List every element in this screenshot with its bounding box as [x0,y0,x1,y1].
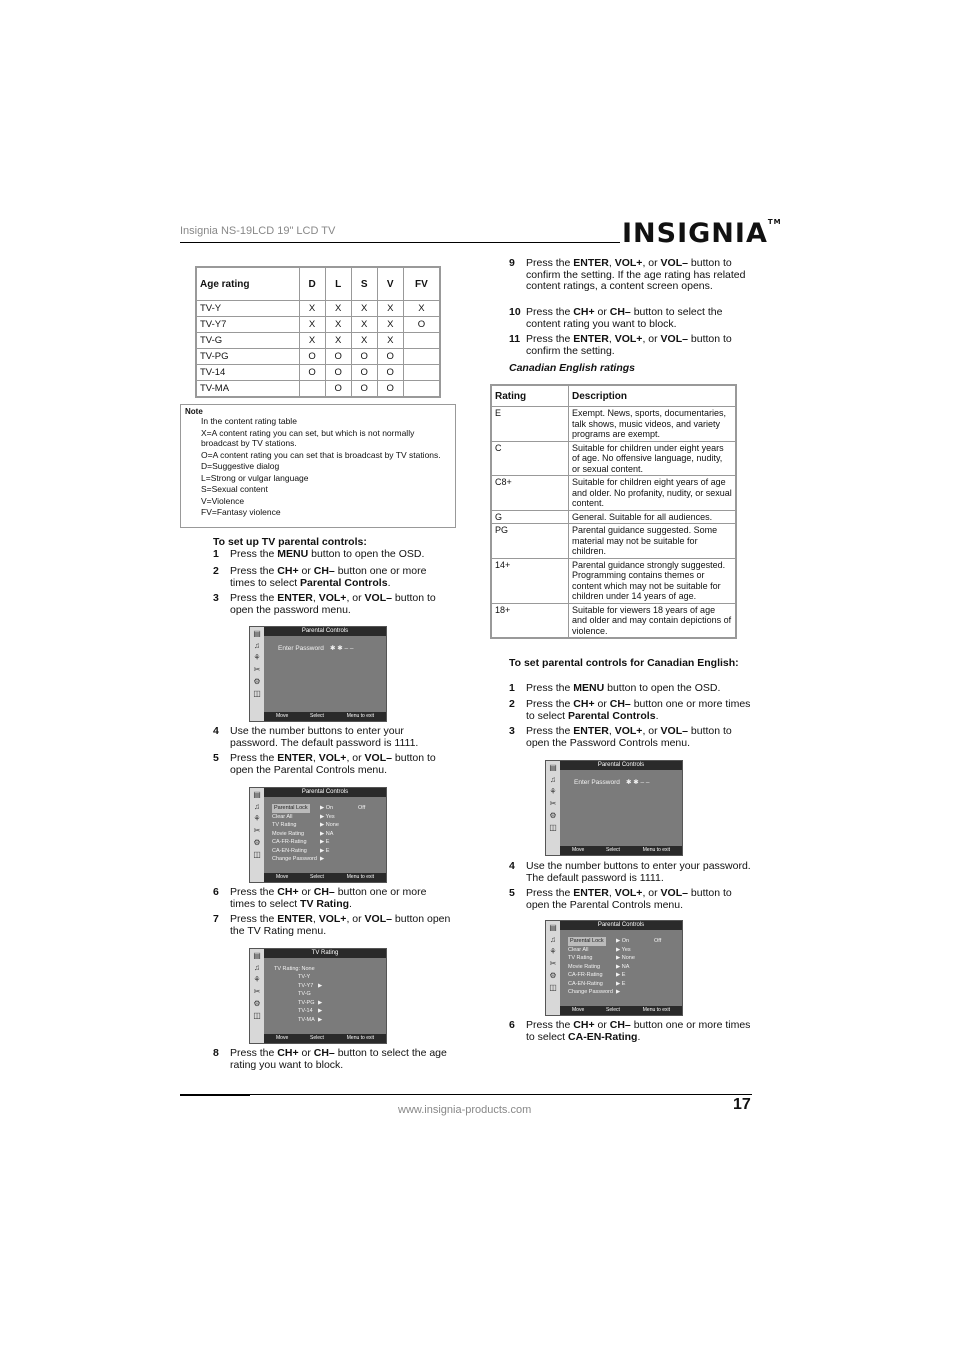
table-cell: TV-14 [196,365,299,381]
osd-move-hint: Move [572,1007,585,1013]
osd-menu-value: ▶ [318,1016,323,1023]
table-cell: TV-MA [196,381,299,398]
osd-move-hint: Move [276,713,289,719]
table-cell [403,333,440,349]
step-text: Press the ENTER, VOL+, or VOL– button to confirm the setting. [526,333,732,357]
osd-menu-item: TV-Y7 [298,982,314,989]
menu-icon: ♫ [550,935,556,944]
tv-rating-label: TV Rating: None [274,966,315,972]
menu-icon: ⚙ [549,811,557,820]
note-line: O=A content rating you can set that is broadcast by TV stations. [201,449,441,460]
osd-menu-value: ▶ On [616,938,630,944]
osd-move-hint: Move [572,847,585,853]
table-row [196,317,440,333]
step-number: 9 [509,257,515,269]
osd-menu-value: ▶ E [616,980,626,987]
osd-menu-item: Movie Rating [272,830,305,837]
footer-rule [180,1094,752,1095]
osd-sidebar [546,921,560,1015]
menu-icon: ◫ [549,823,557,832]
menu-icon: ◫ [253,1011,261,1020]
table-cell: PG [491,524,569,559]
osd-menu-value: ▶ NA [616,963,630,970]
step-number: 7 [213,913,219,925]
osd-menu-item: CA-EN-Rating [568,980,603,987]
osd-menu-value: ▶ None [320,822,339,828]
menu-icon: ◫ [549,983,557,992]
osd-menu-item: TV Rating [272,822,297,828]
osd-title: Parental Controls [264,627,386,636]
step-text: Press the MENU button to open the OSD. [230,548,425,560]
table-cell: Parental guidance strongly suggested. Programming contains themes or content which may not be suitable for children under 14 years of age. [569,558,737,603]
menu-icon: ⚙ [253,677,261,686]
step-number: 10 [509,306,521,318]
step-text: Press the ENTER, VOL+, or VOL– button to open the Parental Controls menu. [526,887,732,911]
table-row [196,349,440,365]
osd-menu-value: ▶ E [616,972,626,978]
osd-menu-item: Parental Lock [570,938,604,944]
menu-icon: ⚙ [253,838,261,847]
table-cell: X [325,333,351,349]
osd-footer [264,712,386,721]
osd-menu-value: ▶ [616,989,621,995]
table-row [491,441,736,476]
table-row [196,333,440,349]
step-text: Use the number buttons to enter your password. The default password is 1111. [526,860,751,884]
table-cell: Parental guidance suggested. Some material may not be suitable for children. [569,524,737,559]
table-header: L [325,267,351,301]
table-row [196,301,440,317]
step-number: 4 [213,725,219,737]
osd-menu-item: Change Password [568,989,613,995]
brand-logo: INSIGNIA™ [622,218,782,249]
footer-url: www.insignia-products.com [398,1104,532,1116]
table-cell: X [325,301,351,317]
left-heading: To set up TV parental controls: [213,536,367,548]
table-cell: O [351,349,377,365]
osd-menu-item: Movie Rating [568,963,601,970]
menu-icon: ▤ [253,629,261,638]
osd-menu-value: ▶ NA [320,830,334,837]
menu-icon: ◫ [253,850,261,859]
osd-menu-item: CA-EN-Rating [272,847,307,854]
canadian-rating-table [490,384,737,639]
osd-menu-value: ▶ [318,982,323,989]
osd-menu-item: Parental Lock [274,805,308,811]
table-cell: O [299,365,325,381]
table-row [491,558,736,603]
canadian-heading: Canadian English ratings [509,362,636,374]
menu-icon: ◫ [253,689,261,698]
note-label: Note [185,407,203,416]
menu-icon: ⚘ [549,947,557,956]
osd-option-off: Off [654,938,662,944]
step-text: Press the ENTER, VOL+, or VOL– button to open the password menu. [230,592,436,616]
table-cell: X [351,333,377,349]
table-cell: X [299,333,325,349]
step-text: Press the ENTER, VOL+, or VOL– button to open the Parental Controls menu. [230,752,436,776]
menu-icon: ♫ [550,775,556,784]
table-cell: TV-PG [196,349,299,365]
osd-menu-item: TV-PG [298,999,315,1006]
osd-footer [560,846,682,855]
menu-icon: ⚘ [253,975,261,984]
osd-sidebar [546,761,560,855]
right-heading: To set parental controls for Canadian English: [509,657,739,669]
table-cell: O [325,381,351,398]
osd-title: Parental Controls [560,921,682,930]
menu-icon: ✂ [549,959,557,968]
osd-title: Parental Controls [560,761,682,770]
menu-icon: ♫ [254,641,260,650]
table-cell: C [491,441,569,476]
password-value: ✱ ✱ – – [330,645,354,652]
table-header: V [377,267,403,301]
osd-select-hint: Select [606,1007,620,1013]
table-cell: General. Suitable for all audiences. [569,510,737,524]
table-cell: X [299,301,325,317]
table-cell [403,365,440,381]
table-cell: E [491,407,569,442]
table-cell: 14+ [491,558,569,603]
osd-menu-value: ▶ [318,1008,323,1014]
note-box [180,404,456,528]
note-line: FV=Fantasy violence [201,507,281,517]
osd-screenshot-parental [249,787,387,883]
menu-icon: ✂ [253,826,261,835]
menu-icon: ▤ [253,790,261,799]
step-number: 2 [509,698,515,710]
table-cell: TV-Y [196,301,299,317]
password-label: Enter Password [278,645,324,652]
table-cell: O [351,365,377,381]
content-rating-table [195,266,441,398]
step-number: 1 [213,548,219,560]
osd-title: TV Rating [264,949,386,958]
table-cell: Suitable for viewers 18 years of age and older and may contain depictions of violence. [569,603,737,638]
step-number: 6 [509,1019,515,1031]
osd-sidebar [250,949,264,1043]
table-header: Rating [491,385,569,407]
password-label: Enter Password [574,779,620,786]
table-header: D [299,267,325,301]
osd-screenshot-password [249,626,387,722]
table-row [196,381,440,398]
osd-footer [264,1034,386,1043]
osd-exit-hint: Menu to exit [642,847,670,853]
osd-menu-value: ▶ On [320,805,334,811]
table-cell: Suitable for children eight years of age and older. No profanity, nudity, or sexual content. [569,476,737,511]
osd-menu-item: TV-14 [298,1008,313,1014]
table-row [491,524,736,559]
table-cell: Suitable for children under eight years of age. No offensive language, nudity, or sexual content. [569,441,737,476]
table-cell: G [491,510,569,524]
osd-move-hint: Move [276,1035,289,1041]
step-number: 3 [213,592,219,604]
step-number: 1 [509,682,515,694]
menu-icon: ⚘ [253,653,261,662]
table-cell: O [403,317,440,333]
step-text: Press the CH+ or CH– button one or more times to select TV Rating. [230,886,427,910]
note-line: V=Violence [201,495,245,506]
table-cell: O [377,381,403,398]
osd-menu-item: CA-FR-Rating [568,972,603,978]
table-cell: X [377,301,403,317]
table-row [196,365,440,381]
note-line: D=Suggestive dialog [201,461,280,471]
osd-screenshot-password [545,760,683,856]
menu-icon: ⚘ [549,787,557,796]
step-number: 5 [213,752,219,764]
header-title: Insignia NS-19LCD 19" LCD TV [180,225,336,237]
table-cell: X [351,317,377,333]
osd-title: Parental Controls [264,788,386,797]
table-cell [403,349,440,365]
step-text: Press the CH+ or CH– button one or more times to select Parental Controls. [526,698,751,722]
table-cell: X [377,317,403,333]
step-text: Press the CH+ or CH– button to select the age rating you want to block. [230,1047,447,1071]
step-number: 2 [213,565,219,577]
note-line: S=Sexual content [201,484,268,494]
table-cell: O [377,349,403,365]
step-text: Press the ENTER, VOL+, or VOL– button to open the Password Controls menu. [526,725,732,749]
osd-sidebar [250,627,264,721]
osd-exit-hint: Menu to exit [346,874,374,880]
osd-menu-item: Clear All [568,946,589,953]
table-cell: X [377,333,403,349]
table-row [491,510,736,524]
page-number: 17 [733,1096,751,1113]
menu-icon: ⚙ [253,999,261,1008]
table-header: FV [403,267,440,301]
footer-rule-accent [180,1094,250,1096]
osd-select-hint: Select [606,847,620,853]
table-cell: TV-G [196,333,299,349]
menu-icon: ✂ [253,987,261,996]
table-cell: O [377,365,403,381]
table-cell [299,381,325,398]
note-line: L=Strong or vulgar language [201,472,309,483]
step-text: Press the ENTER, VOL+, or VOL– button to confirm the setting. If the age rating has related content ratings, a content screen opens. [526,257,746,292]
osd-move-hint: Move [276,874,289,880]
table-cell: O [351,381,377,398]
osd-exit-hint: Menu to exit [346,713,374,719]
step-text: Use the number buttons to enter your password. The default password is 1111. [230,725,419,749]
step-number: 4 [509,860,515,872]
menu-icon: ▤ [549,763,557,772]
menu-icon: ♫ [254,802,260,811]
table-cell: O [325,349,351,365]
menu-icon: ✂ [549,799,557,808]
osd-select-hint: Select [310,713,324,719]
osd-sidebar [250,788,264,882]
step-number: 6 [213,886,219,898]
osd-menu-value: ▶ Yes [616,946,631,953]
table-cell: C8+ [491,476,569,511]
osd-menu-value: ▶ [320,856,325,862]
table-cell [403,381,440,398]
step-text: Press the CH+ or CH– button one or more times to select CA-EN-Rating. [526,1019,751,1043]
menu-icon: ✂ [253,665,261,674]
table-header: Description [569,385,737,407]
table-row [491,476,736,511]
table-cell: TV-Y7 [196,317,299,333]
osd-menu-value: ▶ None [616,955,635,961]
osd-exit-hint: Menu to exit [346,1035,374,1041]
osd-select-hint: Select [310,1035,324,1041]
table-cell: Exempt. News, sports, documentaries, talk shows, music videos, and variety programs are exempt. [569,407,737,442]
osd-footer [264,873,386,882]
header-rule [180,242,620,243]
osd-exit-hint: Menu to exit [642,1007,670,1013]
osd-menu-item: TV-Y [298,974,311,980]
osd-menu-value: ▶ E [320,839,330,845]
table-row [491,407,736,442]
osd-menu-value: ▶ Yes [320,813,335,820]
osd-menu-item: Change Password [272,856,317,862]
menu-icon: ♫ [254,963,260,972]
osd-screenshot-tvrating [249,948,387,1044]
step-number: 5 [509,887,515,899]
osd-menu-value: ▶ E [320,847,330,854]
osd-menu-item: Clear All [272,813,293,820]
menu-icon: ▤ [549,923,557,932]
table-header: S [351,267,377,301]
osd-menu-item: CA-FR-Rating [272,839,307,845]
menu-icon: ⚘ [253,814,261,823]
table-cell: X [325,317,351,333]
table-header: Age rating [196,267,299,301]
step-text: Press the CH+ or CH– button to select the content rating you want to block. [526,306,723,330]
osd-menu-item: TV-G [298,991,311,997]
step-text: Press the CH+ or CH– button one or more times to select Parental Controls. [230,565,427,589]
osd-select-hint: Select [310,874,324,880]
note-line: In the content rating table [201,416,297,426]
menu-icon: ⚙ [549,971,557,980]
password-value: ✱ ✱ – – [626,779,650,786]
osd-option-off: Off [358,805,366,811]
osd-menu-item: TV-MA [298,1016,315,1023]
osd-footer [560,1006,682,1015]
table-cell: X [403,301,440,317]
step-number: 3 [509,725,515,737]
step-text: Press the MENU button to open the OSD. [526,682,721,694]
table-cell: O [325,365,351,381]
osd-screenshot-parental [545,920,683,1016]
step-number: 11 [509,333,521,345]
table-cell: X [351,301,377,317]
osd-menu-value: ▶ [318,999,323,1006]
menu-icon: ▤ [253,951,261,960]
table-cell: 18+ [491,603,569,638]
osd-menu-item: TV Rating [568,955,593,961]
table-cell: X [299,317,325,333]
step-number: 8 [213,1047,219,1059]
step-text: Press the ENTER, VOL+, or VOL– button open the TV Rating menu. [230,913,451,937]
table-row [491,603,736,638]
table-cell: O [299,349,325,365]
note-line: X=A content rating you can set, but which is not normally broadcast by TV stations. [201,427,415,448]
